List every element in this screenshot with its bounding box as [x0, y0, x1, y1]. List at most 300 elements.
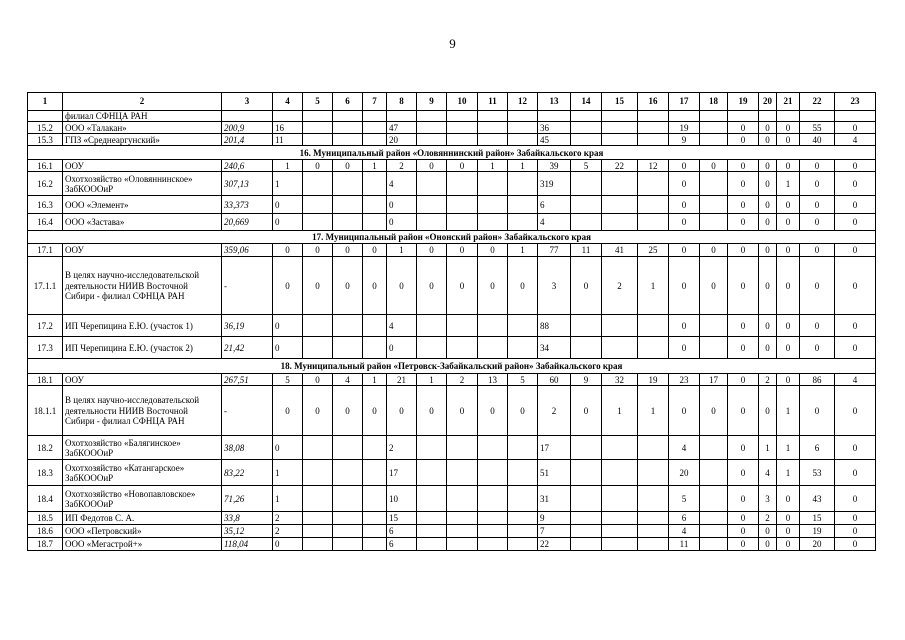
value-cell: 0	[669, 257, 700, 315]
value-cell: 0	[363, 257, 387, 315]
value-cell: 0	[835, 196, 876, 214]
value-cell	[638, 486, 669, 512]
value-cell	[303, 460, 333, 486]
row-number: 17.1	[28, 244, 63, 257]
table-row	[28, 436, 876, 460]
value-cell: 9	[571, 374, 602, 386]
row-area: 83,22	[222, 460, 273, 486]
table-row	[28, 315, 876, 337]
value-cell	[478, 196, 508, 214]
row-area: 35,12	[222, 525, 273, 538]
value-cell	[363, 111, 387, 122]
row-number: 16.2	[28, 172, 63, 196]
value-cell: 0	[273, 244, 303, 257]
table-row	[28, 525, 876, 538]
value-cell: 0	[700, 386, 728, 436]
value-cell: 0	[759, 160, 777, 172]
value-cell	[333, 315, 363, 337]
value-cell: 0	[728, 244, 759, 257]
table-row	[28, 538, 876, 551]
value-cell: 1	[273, 160, 303, 172]
value-cell: 0	[835, 436, 876, 460]
row-area: 359,06	[222, 244, 273, 257]
value-cell: 20	[387, 134, 417, 146]
value-cell	[417, 460, 447, 486]
value-cell	[638, 460, 669, 486]
value-cell: 1	[638, 257, 669, 315]
row-area: 21,42	[222, 337, 273, 359]
value-cell	[478, 486, 508, 512]
value-cell: 2	[447, 374, 478, 386]
value-cell	[571, 122, 602, 134]
value-cell: 0	[728, 486, 759, 512]
value-cell: 0	[387, 337, 417, 359]
value-cell	[700, 436, 728, 460]
value-cell	[417, 315, 447, 337]
value-cell	[571, 315, 602, 337]
header-cell: 16	[638, 93, 669, 111]
value-cell	[638, 196, 669, 214]
value-cell	[363, 172, 387, 196]
value-cell: 2	[273, 512, 303, 525]
value-cell	[571, 525, 602, 538]
value-cell: 22	[602, 160, 638, 172]
value-cell: 0	[333, 257, 363, 315]
value-cell	[478, 315, 508, 337]
value-cell	[508, 460, 538, 486]
value-cell	[333, 460, 363, 486]
value-cell: 0	[273, 257, 303, 315]
value-cell: 1	[759, 436, 777, 460]
value-cell: 0	[669, 244, 700, 257]
value-cell	[700, 214, 728, 231]
row-number: 18.6	[28, 525, 63, 538]
value-cell: 0	[777, 244, 800, 257]
table-row	[28, 111, 876, 122]
value-cell: 19	[800, 525, 835, 538]
section-title: 17. Муниципальный район «Ононский район» Забайкальского края	[28, 231, 876, 244]
value-cell	[303, 538, 333, 551]
value-cell	[835, 111, 876, 122]
value-cell: 36	[538, 122, 571, 134]
row-name: ИП Черепицина Е.Ю. (участок 1)	[63, 315, 222, 337]
row-name: Охотхозяйство «Оловяннинское» ЗабКОООиР	[63, 172, 222, 196]
value-cell: 0	[669, 160, 700, 172]
value-cell	[602, 486, 638, 512]
value-cell	[508, 196, 538, 214]
value-cell: 0	[728, 160, 759, 172]
value-cell: 0	[447, 160, 478, 172]
value-cell: 6	[669, 512, 700, 525]
value-cell: 5	[273, 374, 303, 386]
value-cell	[571, 512, 602, 525]
value-cell	[478, 436, 508, 460]
value-cell	[363, 214, 387, 231]
value-cell: 19	[669, 122, 700, 134]
value-cell	[700, 525, 728, 538]
value-cell	[571, 134, 602, 146]
value-cell	[447, 538, 478, 551]
value-cell	[333, 196, 363, 214]
value-cell	[478, 214, 508, 231]
value-cell	[478, 172, 508, 196]
value-cell	[333, 486, 363, 512]
value-cell	[508, 538, 538, 551]
value-cell: 0	[363, 386, 387, 436]
header-cell: 23	[835, 93, 876, 111]
header-cell: 20	[759, 93, 777, 111]
value-cell	[333, 538, 363, 551]
value-cell	[447, 486, 478, 512]
header-cell: 6	[333, 93, 363, 111]
value-cell: 1	[777, 172, 800, 196]
value-cell	[700, 337, 728, 359]
value-cell: 0	[669, 214, 700, 231]
value-cell: 0	[417, 160, 447, 172]
value-cell: 1	[508, 244, 538, 257]
header-cell: 22	[800, 93, 835, 111]
value-cell: 0	[835, 486, 876, 512]
value-cell: 0	[728, 460, 759, 486]
value-cell	[333, 436, 363, 460]
value-cell	[700, 512, 728, 525]
value-cell: 45	[538, 134, 571, 146]
row-area: -	[222, 257, 273, 315]
value-cell: 0	[777, 196, 800, 214]
value-cell	[333, 512, 363, 525]
value-cell: 2	[387, 436, 417, 460]
value-cell: 0	[759, 244, 777, 257]
value-cell	[759, 111, 777, 122]
row-name: ИП Черепицина Е.Ю. (участок 2)	[63, 337, 222, 359]
value-cell: 0	[759, 134, 777, 146]
value-cell: 1	[363, 374, 387, 386]
value-cell	[417, 486, 447, 512]
value-cell: 0	[728, 257, 759, 315]
value-cell: 19	[638, 374, 669, 386]
value-cell: 0	[835, 244, 876, 257]
row-number: 18.4	[28, 486, 63, 512]
value-cell: 4	[835, 134, 876, 146]
value-cell	[447, 172, 478, 196]
header-cell: 14	[571, 93, 602, 111]
row-name: Охотхозяйство «Катангарское» ЗабКОООиР	[63, 460, 222, 486]
value-cell: 0	[387, 196, 417, 214]
value-cell: 0	[417, 257, 447, 315]
value-cell	[602, 315, 638, 337]
value-cell	[447, 460, 478, 486]
value-cell: 0	[777, 160, 800, 172]
value-cell: 0	[728, 315, 759, 337]
value-cell: 0	[669, 386, 700, 436]
value-cell: 0	[669, 315, 700, 337]
table-row	[28, 122, 876, 134]
value-cell: 3	[759, 486, 777, 512]
header-cell: 10	[447, 93, 478, 111]
value-cell: 0	[835, 538, 876, 551]
value-cell: 0	[777, 538, 800, 551]
value-cell: 15	[387, 512, 417, 525]
value-cell: 0	[759, 214, 777, 231]
row-number: 17.3	[28, 337, 63, 359]
value-cell	[602, 134, 638, 146]
value-cell: 11	[669, 538, 700, 551]
value-cell	[417, 436, 447, 460]
value-cell	[363, 196, 387, 214]
value-cell	[602, 538, 638, 551]
value-cell: 1	[508, 160, 538, 172]
value-cell	[508, 315, 538, 337]
header-cell: 4	[273, 93, 303, 111]
value-cell	[478, 337, 508, 359]
value-cell	[303, 111, 333, 122]
value-cell: 20	[800, 538, 835, 551]
value-cell	[538, 111, 571, 122]
value-cell	[638, 214, 669, 231]
value-cell	[303, 337, 333, 359]
value-cell: 0	[303, 160, 333, 172]
value-cell	[303, 512, 333, 525]
value-cell: 0	[759, 337, 777, 359]
row-number: 18.1.1	[28, 386, 63, 436]
value-cell: 0	[777, 214, 800, 231]
value-cell: 17	[700, 374, 728, 386]
value-cell	[417, 134, 447, 146]
page-number: 9	[449, 36, 456, 51]
value-cell	[478, 134, 508, 146]
value-cell: 0	[728, 525, 759, 538]
value-cell	[571, 486, 602, 512]
row-number: 15.3	[28, 134, 63, 146]
value-cell: 6	[538, 196, 571, 214]
value-cell: 0	[835, 214, 876, 231]
value-cell	[602, 172, 638, 196]
value-cell: 0	[273, 337, 303, 359]
value-cell	[638, 122, 669, 134]
value-cell	[571, 538, 602, 551]
value-cell	[333, 172, 363, 196]
value-cell	[333, 214, 363, 231]
value-cell	[602, 337, 638, 359]
value-cell: 77	[538, 244, 571, 257]
value-cell: 5	[669, 486, 700, 512]
value-cell	[447, 512, 478, 525]
header-cell: 17	[669, 93, 700, 111]
value-cell: 0	[303, 374, 333, 386]
value-cell: 0	[571, 386, 602, 436]
value-cell	[417, 525, 447, 538]
row-name: ООУ	[63, 244, 222, 257]
value-cell	[303, 196, 333, 214]
value-cell	[363, 538, 387, 551]
value-cell: 0	[700, 160, 728, 172]
value-cell: 0	[669, 196, 700, 214]
value-cell	[447, 196, 478, 214]
row-area: 71,26	[222, 486, 273, 512]
value-cell: 0	[835, 160, 876, 172]
value-cell: 0	[800, 214, 835, 231]
value-cell: 0	[777, 525, 800, 538]
value-cell	[478, 525, 508, 538]
value-cell: 0	[303, 257, 333, 315]
value-cell: 55	[800, 122, 835, 134]
table-row	[28, 486, 876, 512]
value-cell	[303, 214, 333, 231]
value-cell	[363, 512, 387, 525]
value-cell: 1	[273, 486, 303, 512]
value-cell: 20	[669, 460, 700, 486]
value-cell	[508, 525, 538, 538]
value-cell: 25	[638, 244, 669, 257]
value-cell	[363, 337, 387, 359]
row-number: 18.3	[28, 460, 63, 486]
value-cell: 0	[759, 122, 777, 134]
value-cell	[478, 122, 508, 134]
value-cell: 4	[669, 525, 700, 538]
row-name: ООО «Застава»	[63, 214, 222, 231]
table-row	[28, 512, 876, 525]
header-cell: 5	[303, 93, 333, 111]
section-title: 16. Муниципальный район «Оловяннинский район» Забайкальского края	[28, 146, 876, 160]
value-cell	[571, 337, 602, 359]
value-cell: 0	[273, 196, 303, 214]
value-cell: 0	[777, 337, 800, 359]
row-area: 20,669	[222, 214, 273, 231]
value-cell	[417, 538, 447, 551]
table-row	[28, 337, 876, 359]
row-number: 18.5	[28, 512, 63, 525]
value-cell	[508, 486, 538, 512]
value-cell	[602, 512, 638, 525]
value-cell	[508, 111, 538, 122]
value-cell	[273, 111, 303, 122]
header-cell: 19	[728, 93, 759, 111]
value-cell: 53	[800, 460, 835, 486]
value-cell: 0	[835, 386, 876, 436]
value-cell: 51	[538, 460, 571, 486]
value-cell: 0	[835, 172, 876, 196]
value-cell: 0	[508, 386, 538, 436]
value-cell: 4	[538, 214, 571, 231]
value-cell	[333, 111, 363, 122]
value-cell	[303, 134, 333, 146]
value-cell	[363, 525, 387, 538]
value-cell: 11	[571, 244, 602, 257]
value-cell: 2	[759, 374, 777, 386]
header-cell: 3	[222, 93, 273, 111]
value-cell	[571, 214, 602, 231]
value-cell: 0	[759, 172, 777, 196]
header-cell: 18	[700, 93, 728, 111]
row-number: 15.2	[28, 122, 63, 134]
value-cell	[508, 172, 538, 196]
value-cell: 0	[759, 525, 777, 538]
value-cell: 22	[538, 538, 571, 551]
value-cell: 0	[777, 122, 800, 134]
value-cell: 0	[273, 214, 303, 231]
row-area: -	[222, 386, 273, 436]
row-name: ООУ	[63, 160, 222, 172]
row-area	[222, 111, 273, 122]
value-cell	[363, 122, 387, 134]
value-cell: 0	[835, 337, 876, 359]
value-cell	[417, 337, 447, 359]
value-cell	[602, 111, 638, 122]
value-cell: 0	[447, 257, 478, 315]
value-cell: 0	[728, 134, 759, 146]
row-number	[28, 111, 63, 122]
value-cell: 0	[728, 436, 759, 460]
value-cell	[700, 111, 728, 122]
row-name: В целях научно-исследовательской деятельности НИИВ Восточной Сибири - филиал СФНЦА РАН	[63, 386, 222, 436]
value-cell	[417, 512, 447, 525]
value-cell	[571, 460, 602, 486]
value-cell: 12	[638, 160, 669, 172]
value-cell: 2	[602, 257, 638, 315]
value-cell: 0	[800, 386, 835, 436]
value-cell: 9	[669, 134, 700, 146]
value-cell: 0	[777, 257, 800, 315]
value-cell: 0	[669, 172, 700, 196]
row-area: 267,51	[222, 374, 273, 386]
value-cell	[638, 436, 669, 460]
value-cell: 0	[777, 134, 800, 146]
value-cell: 88	[538, 315, 571, 337]
table-row	[28, 160, 876, 172]
value-cell	[303, 172, 333, 196]
value-cell	[700, 172, 728, 196]
value-cell	[638, 512, 669, 525]
value-cell	[478, 512, 508, 525]
row-area: 118,04	[222, 538, 273, 551]
value-cell: 0	[333, 244, 363, 257]
value-cell: 0	[273, 436, 303, 460]
section-header-row	[28, 146, 876, 160]
value-cell	[508, 512, 538, 525]
value-cell	[700, 538, 728, 551]
value-cell: 0	[571, 257, 602, 315]
value-cell: 0	[700, 257, 728, 315]
row-area: 33,373	[222, 196, 273, 214]
value-cell	[447, 337, 478, 359]
value-cell	[417, 111, 447, 122]
value-cell: 1	[363, 160, 387, 172]
value-cell: 17	[538, 436, 571, 460]
value-cell	[602, 525, 638, 538]
value-cell: 0	[835, 315, 876, 337]
value-cell	[478, 111, 508, 122]
value-cell	[728, 111, 759, 122]
value-cell: 0	[800, 337, 835, 359]
value-cell	[777, 111, 800, 122]
table-row	[28, 244, 876, 257]
value-cell: 0	[835, 122, 876, 134]
value-cell: 4	[387, 315, 417, 337]
row-name: ГПЗ «Среднеаргунский»	[63, 134, 222, 146]
value-cell: 0	[759, 315, 777, 337]
value-cell: 4	[759, 460, 777, 486]
value-cell	[508, 134, 538, 146]
row-name: ООО «Мегастрой+»	[63, 538, 222, 551]
value-cell	[333, 337, 363, 359]
value-cell: 1	[777, 386, 800, 436]
value-cell	[447, 111, 478, 122]
header-cell: 2	[63, 93, 222, 111]
value-cell: 39	[538, 160, 571, 172]
value-cell: 21	[387, 374, 417, 386]
value-cell: 6	[387, 538, 417, 551]
value-cell: 0	[508, 257, 538, 315]
